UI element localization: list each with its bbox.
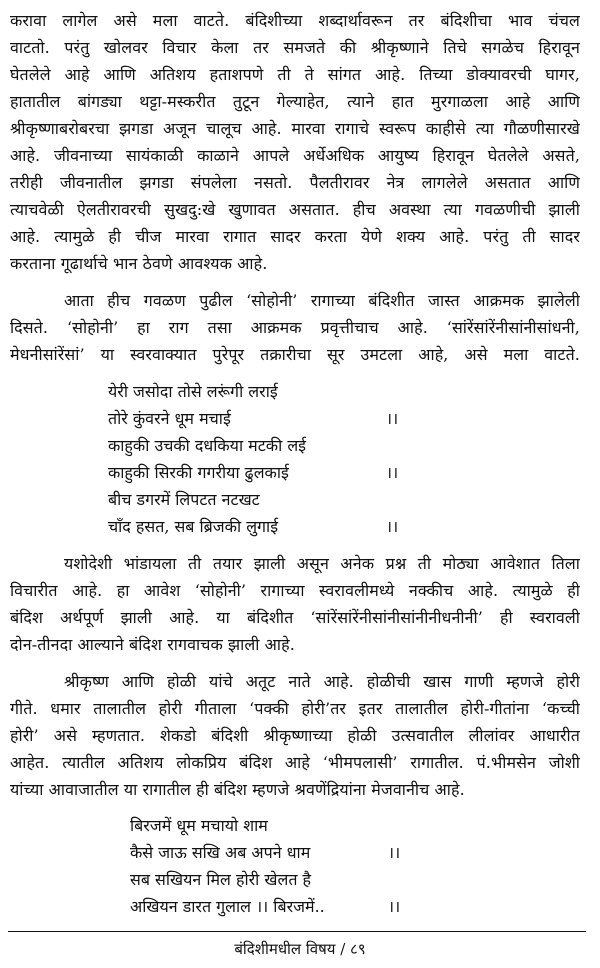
verse-line: काहुकी उचकी दधकिया मटकी लई — [108, 436, 307, 455]
text-line: आहे. त्यामुळे ही चीज मारवा रागात सादर करता येणे शक्य आहे. परंतु ती सादर — [10, 227, 580, 246]
text-line: आहेत. त्यातील अतिशय लोकप्रिय बंदिश आहे ‘भीमपलासी’ रागातील. पं.भीमसेन जोशी — [10, 753, 580, 772]
text-line: तरीही जीवनातील झगडा संपलेला नसतो. पैलतीरावर नेत्र लागलेले असतात आणि — [10, 173, 580, 192]
text-line: दिसते. ‘सोहोनी’ हा राग तसा आक्रमक प्रवृत्तीचाच आहे. ‘सांरेंसांरेंनीसांनीसांधनी, — [10, 318, 580, 337]
text-line: घेतलेले आहे आणि अतिशय हताशपणे ती ते सांगत आहे. तिच्या डोक्यावरची घागर, — [10, 65, 580, 84]
text-line: यांच्या आवाजातील या रागातील ही बंदिश म्हणजे श्रवणेंद्रियांना मेजवानीच आहे. — [10, 780, 465, 799]
text-line: करावा लागेल असे मला वाटते. बंदिशीच्या शब्दार्थावरून तर बंदिशीचा भाव चंचल — [10, 11, 580, 30]
verse-end-mark: ।। — [386, 463, 399, 482]
footer-divider — [8, 931, 586, 932]
verse-line: बिरजमें धूम मचायो शाम — [130, 816, 268, 835]
text-line: हातातील बांगड्या थट्टा-मस्करीत तुटून गेल्याहेत, त्याने हात मुरगाळला आहे आणि — [10, 92, 580, 111]
verse-line: येरी जसोदा तोसे लरूंगी लराई — [108, 382, 278, 401]
page-footer: बंदिशीमधील विषय / ८९ — [234, 940, 366, 958]
text-line: यशोदेशी भांडायला ती तयार झाली असून अनेक प्रश्न ती मोठ्या आवेशात तिला — [64, 554, 580, 573]
text-line: श्रीकृष्ण आणि होळी यांचे अतूट नाते आहे. होळीची खास गाणी म्हणजे होरी — [64, 672, 580, 691]
text-line: होरी’ असे म्हणतात. शेकडो बंदिशी श्रीकृष्णाच्या होळी उत्सवातील लीलांवर आधारीत — [10, 726, 580, 745]
verse-line: कैसे जाऊ सखि अब अपने धाम — [130, 843, 311, 862]
text-line: करताना गूढार्थाचे भान ठेवणे आवश्यक आहे. — [10, 254, 268, 273]
text-line: श्रीकृष्णाबरोबरचा झगडा अजून चालूच आहे. मारवा रागाचे स्वरूप काहीसे त्या गौळणीसारखे — [10, 119, 580, 138]
verse-line: तोरे कुंवरने धूम मचाई — [108, 409, 231, 428]
verse-line: सब सखियन मिल होरी खेलत है — [130, 870, 312, 889]
verse-end-mark: ।। — [386, 409, 399, 428]
verse-line: अखियन डारत गुलाल ।। बिरजमें.. — [130, 897, 325, 916]
verse-line: चाँद हसत, सब ब्रिजकी लुगाई — [108, 517, 279, 536]
verse-end-mark: ।। — [386, 517, 399, 536]
text-line: बंदिश अर्थपूर्ण झाली आहे. या बंदिशीत ‘सांरेंसांरेंनीसांनीसांनीनीधनीनी’ ही स्वरावली — [10, 608, 580, 627]
text-line: गीते. धमार तालातील होरी गीताला ‘पक्की होरी’तर इतर तालातील होरी-गीतांना ‘कच्ची — [10, 699, 580, 718]
verse-end-mark: ।। — [388, 843, 401, 862]
text-line: त्याचवेळी ऐलतीरावरची सुखदु:खे खुणावत असतात. हीच अवस्था त्या गवळणीची झाली — [10, 200, 580, 219]
verse-line: बीच डगरमें लिपटत नटखट — [108, 490, 260, 509]
verse-line: काहुकी सिरकी गगरीया ढुलकाई — [108, 463, 289, 482]
text-line: वाटतो. परंतु खोलवर विचार केला तर समजते की श्रीकृष्णाने तिचे सगळेच हिरावून — [10, 38, 580, 57]
text-line: विचारीत आहे. हा आवेश ‘सोहोनी’ रागाच्या स्वरावलीमध्ये नक्कीच आहे. त्यामुळे ही — [10, 581, 580, 600]
text-line: आहे. जीवनाच्या सायंकाळी काळाने आपले अर्धेअधिक आयुष्य हिरावून घेतलेले असते, — [10, 146, 580, 165]
text-line: मेधनीसांरेंसां’ या स्वरवाक्यात पुरेपूर तक्रारीचा सूर उमटला आहे, असे मला वाटते. — [10, 345, 580, 364]
verse-end-mark: ।। — [388, 897, 401, 916]
text-line: आता हीच गवळण पुढील ‘सोहोनी’ रागाच्या बंदिशीत जास्त आक्रमक झालेली — [64, 291, 580, 310]
text-line: दोन-तीनदा आल्याने बंदिश रागवाचक झाली आहे. — [10, 635, 295, 654]
